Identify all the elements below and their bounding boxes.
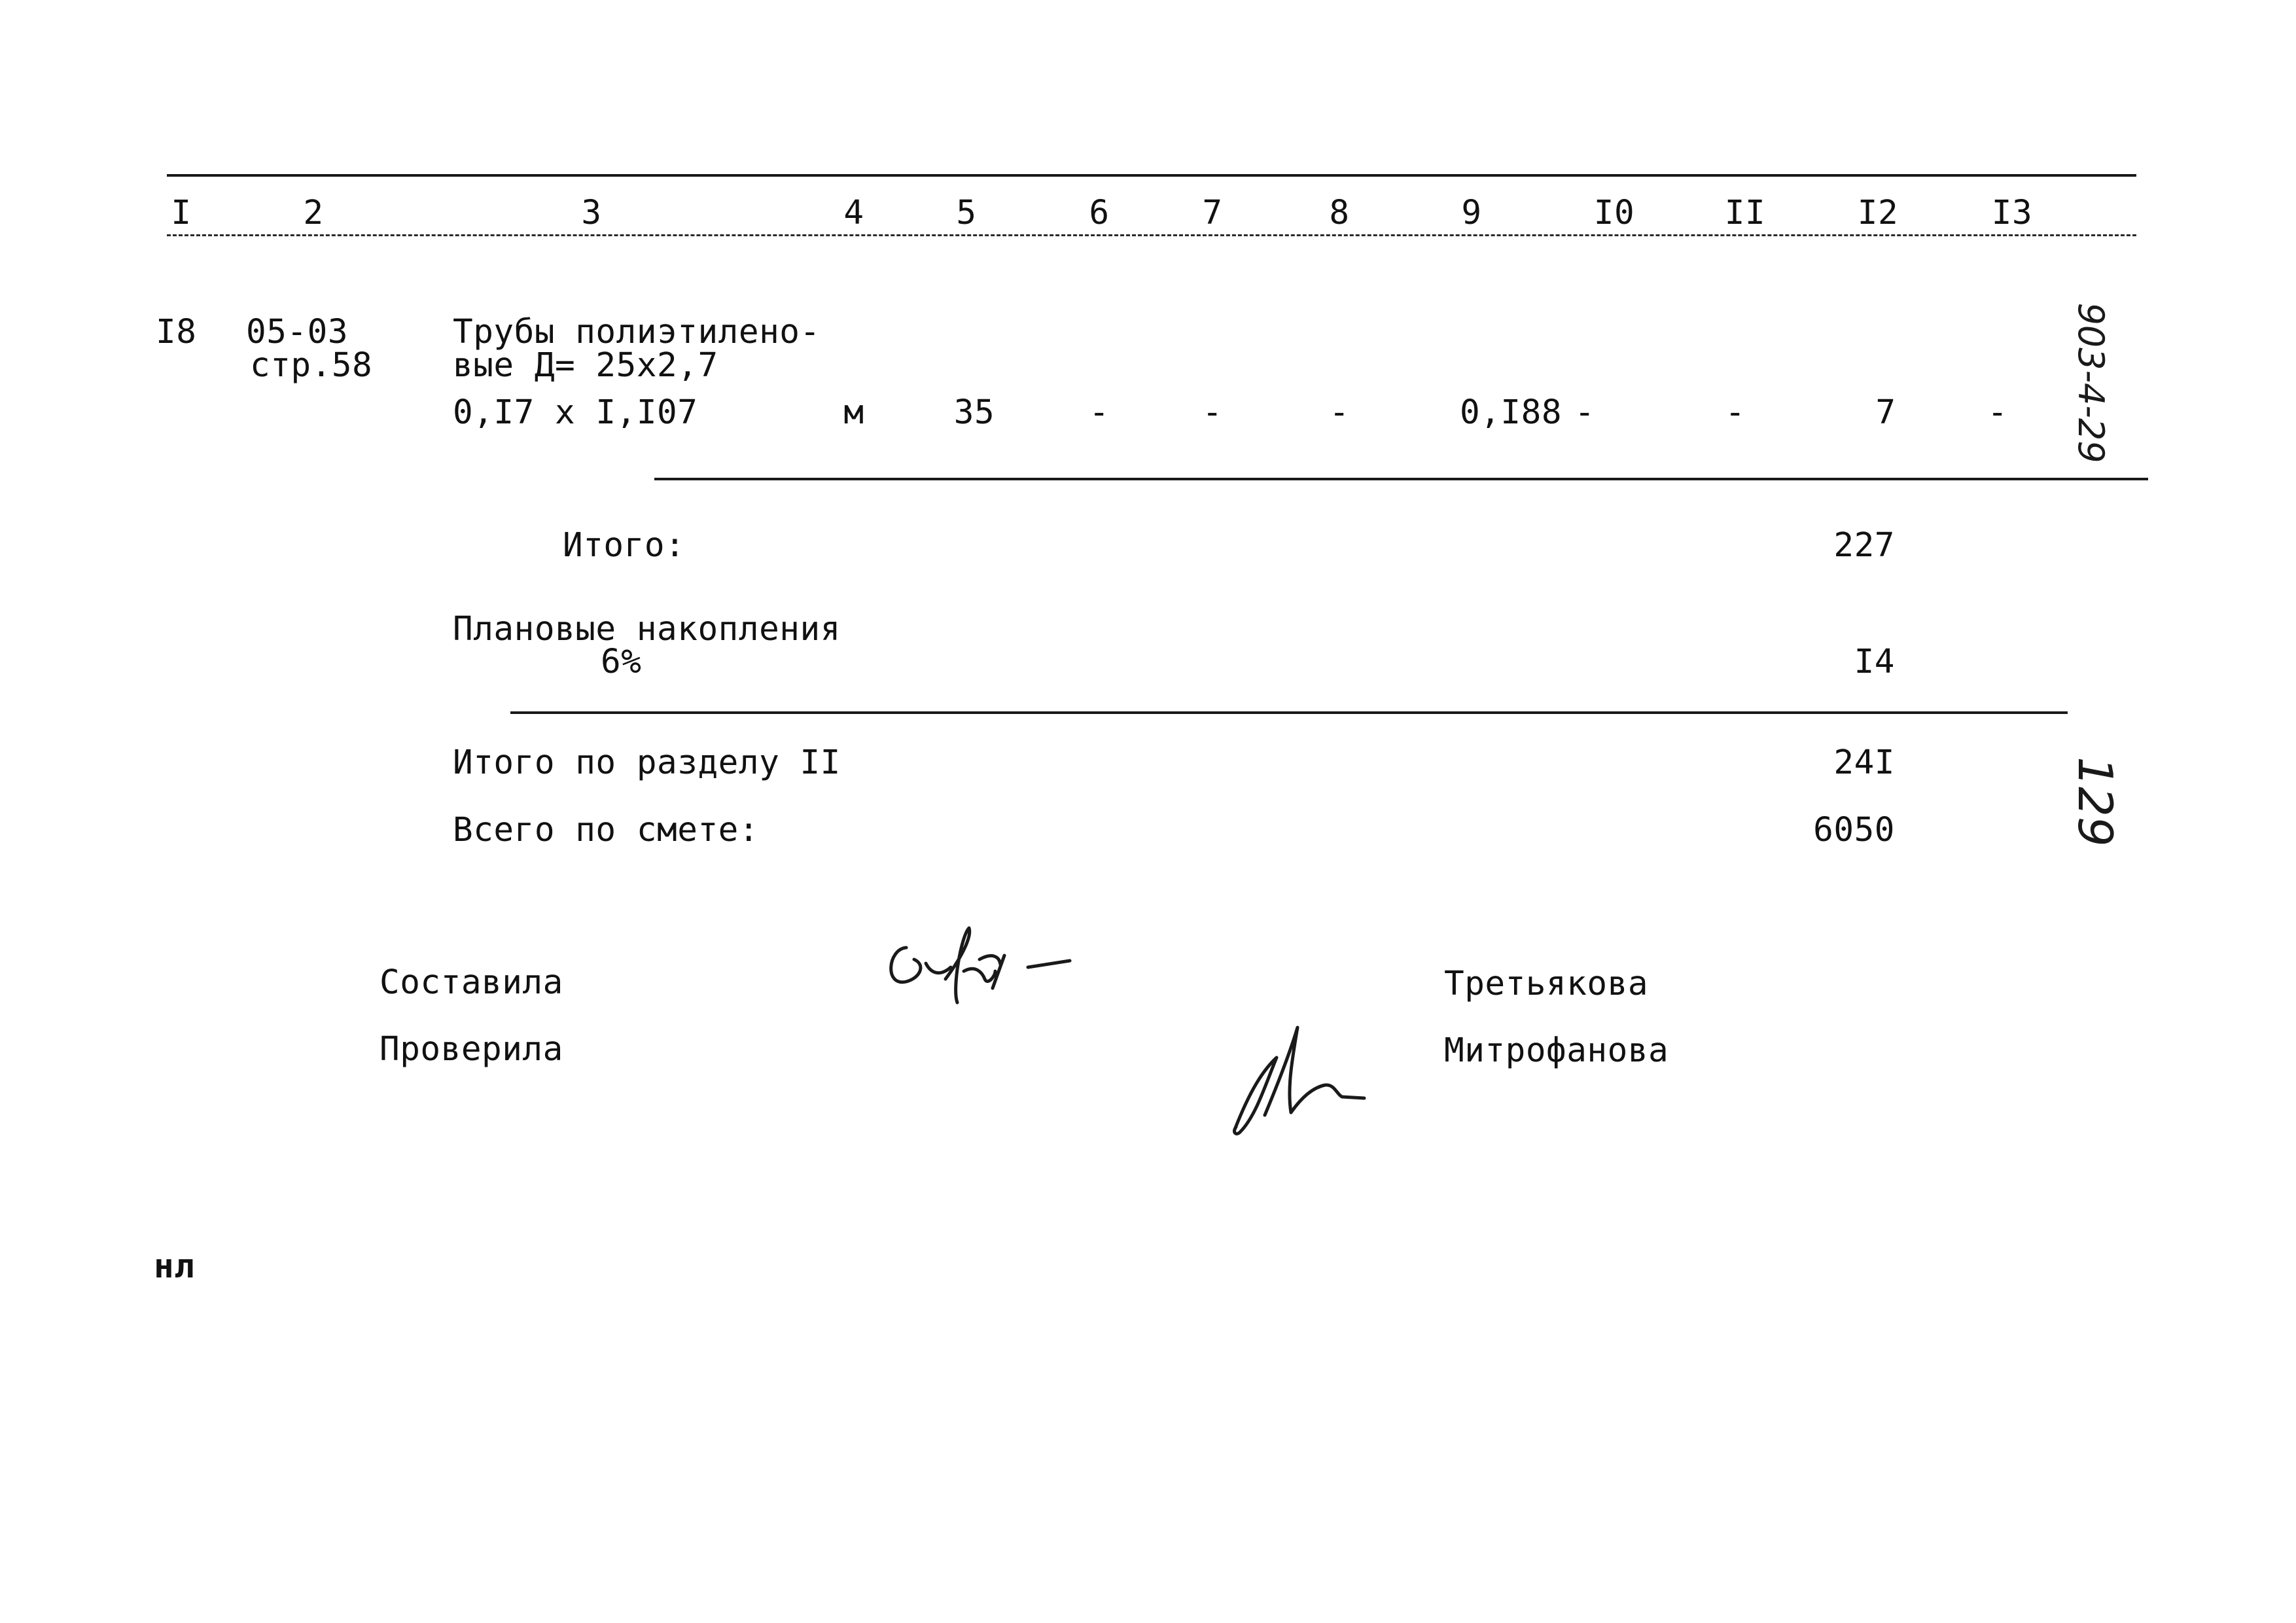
planned-savings-percent: 6% — [601, 643, 642, 681]
header-col-11: II — [1724, 194, 1766, 232]
table-header-rule — [167, 234, 2136, 236]
item-col9: 0,I88 — [1460, 393, 1563, 432]
item-col11: - — [1725, 393, 1746, 432]
table-top-rule — [167, 174, 2136, 177]
row-bottom-rule — [654, 478, 2148, 480]
item-col13: - — [1987, 393, 2008, 432]
planned-savings-value: I4 — [1854, 643, 1895, 681]
page-number-note: 129 — [2068, 757, 2123, 847]
subtotal-value: 227 — [1833, 526, 1895, 565]
header-col-10: I0 — [1593, 194, 1635, 232]
header-col-6: 6 — [1089, 194, 1110, 232]
rate-code: 05-03 — [246, 313, 349, 351]
item-col8: - — [1329, 393, 1350, 432]
rate-page: стр.58 — [250, 346, 373, 385]
item-unit: м — [843, 393, 864, 432]
header-col-8: 8 — [1329, 194, 1350, 232]
compiled-by-name: Третьякова — [1444, 965, 1649, 1003]
header-col-1: I — [171, 194, 192, 232]
header-col-5: 5 — [956, 194, 977, 232]
estimate-total-value: 6050 — [1813, 811, 1895, 849]
compiled-by-label: Составила — [380, 963, 563, 1002]
summary-rule — [510, 711, 2068, 714]
checker-signature — [1227, 1001, 1371, 1139]
section-total-value: 24I — [1833, 743, 1895, 782]
item-col6: - — [1089, 393, 1110, 432]
item-formula: 0,I7 х I,I07 — [453, 393, 698, 432]
estimate-total-label: Всего по смете: — [453, 811, 760, 849]
checked-by-label: Проверила — [380, 1030, 563, 1069]
item-col7: - — [1202, 393, 1223, 432]
document-code-note: 903-4-29 — [2070, 302, 2111, 463]
checked-by-name: Митрофанова — [1444, 1031, 1669, 1070]
header-col-13: I3 — [1991, 194, 2033, 232]
header-col-9: 9 — [1461, 194, 1482, 232]
item-name-line1: Трубы полиэтилено- — [453, 313, 821, 351]
header-col-3: 3 — [581, 194, 602, 232]
planned-savings-label: Плановые накопления — [453, 610, 841, 649]
header-col-4: 4 — [843, 194, 864, 232]
header-col-12: I2 — [1857, 194, 1899, 232]
compiler-signature — [880, 916, 1089, 1014]
footer-mark: нл — [154, 1247, 195, 1286]
item-name-line2: вые Д= 25х2,7 — [453, 346, 718, 385]
item-col10: - — [1574, 393, 1595, 432]
subtotal-label: Итого: — [563, 526, 686, 565]
header-col-7: 7 — [1202, 194, 1223, 232]
item-quantity: 35 — [953, 393, 995, 432]
row-number: I8 — [156, 313, 197, 351]
header-col-2: 2 — [303, 194, 324, 232]
item-col12: 7 — [1875, 393, 1896, 432]
section-total-label: Итого по разделу II — [453, 743, 841, 782]
